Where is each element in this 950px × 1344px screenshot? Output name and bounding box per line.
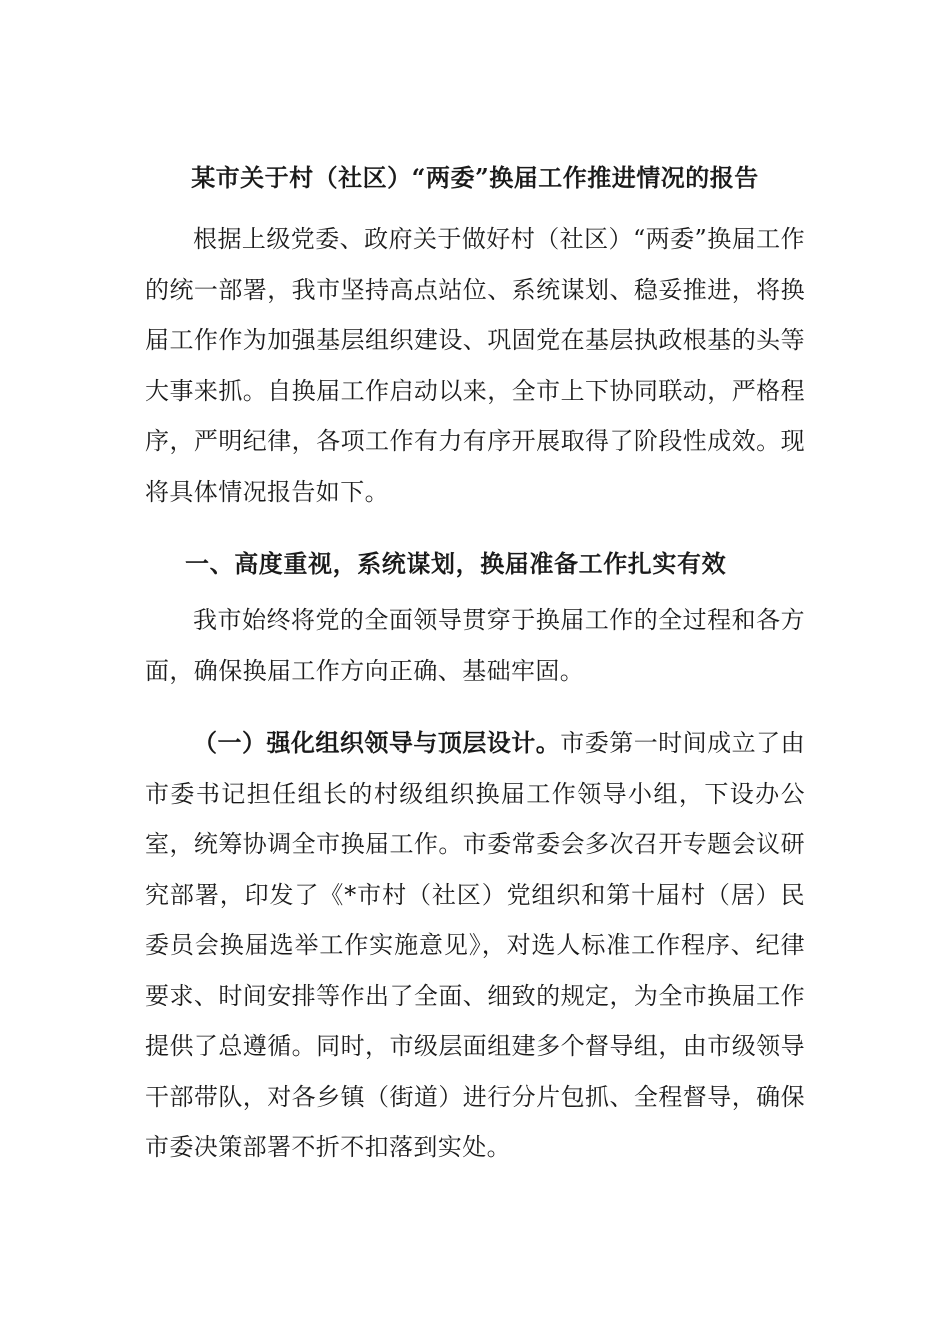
section-body-paragraph: 我市始终将党的全面领导贯穿于换届工作的全过程和各方面，确保换届工作方向正确、基础牢固。	[145, 606, 805, 685]
intro-paragraph: 根据上级党委、政府关于做好村（社区）“两委”换届工作的统一部署，我市坚持高点站位、系统谋划、稳妥推进，将换届工作作为加强基层组织建设、巩固党在基层执政根基的头等大事来抓。自换届工作启动以来，全市上下协同联动，严格程序，严明纪律，各项工作有力有序开展取得了阶段性成效。现将具体情况报告如下。	[145, 225, 805, 506]
document-title: 某市关于村（社区）“两委”换届工作推进情况的报告	[191, 163, 759, 192]
section-heading: 一、高度重视，系统谋划，换届准备工作扎实有效	[185, 549, 727, 578]
subsection-lead: （一）强化组织领导与顶层设计。	[193, 728, 561, 757]
subsection-paragraph	[145, 718, 805, 1173]
document-page	[145, 150, 805, 1173]
subsection-body: 市委第一时间成立了由市委书记担任组长的村级组织换届工作领导小组，下设办公室，统筹协调全市换届工作。市委常委会多次召开专题会议研究部署，印发了《*市村（社区）党组织和第十届村（居）民委员会换届选举工作实施意见》，对选人标准工作程序、纪律要求、时间安排等作出了全面、细致的规定，为全市换届工作提供了总遵循。同时，市级层面组建多个督导组，由市级领导干部带队，对各乡镇（街道）进行分片包抓、全程督导，确保市委决策部署不折不扣落到实处。	[145, 729, 805, 1161]
